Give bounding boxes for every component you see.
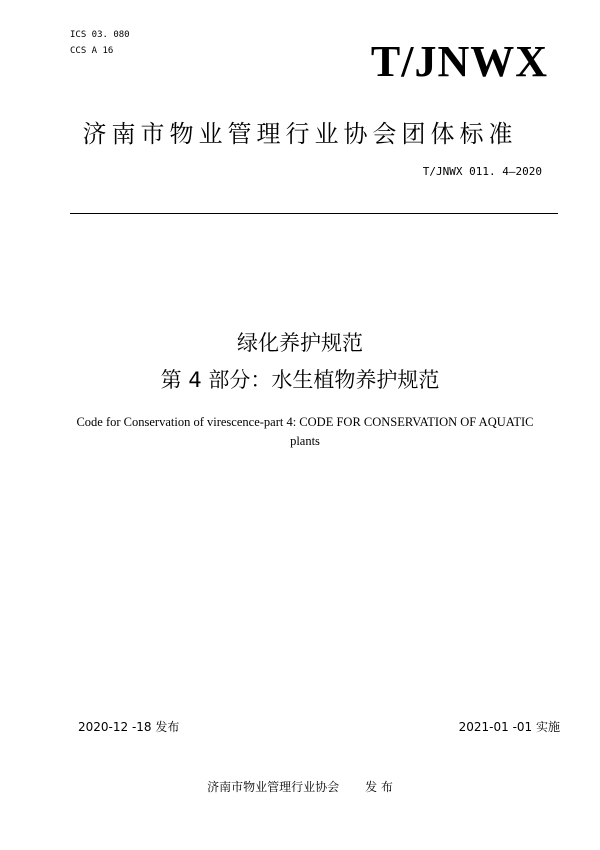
publisher-name: 济南市物业管理行业协会: [207, 780, 340, 794]
document-title: 绿化养护规范: [237, 331, 363, 355]
implementation-date: 2021-01 -01 实施: [458, 720, 560, 734]
publisher-line: [0, 778, 600, 795]
header-divider: [70, 213, 558, 214]
organization-title: 济南市物业管理行业协会团体标准: [82, 120, 518, 148]
document-subtitle: 第 4 部分：水生植物养护规范: [160, 368, 440, 392]
issue-date: 2020-12 -18 发布: [78, 720, 180, 734]
standard-code-mark: T/JNWX: [370, 37, 548, 86]
english-title: Code for Conservation of virescence-part 4: CODE FOR CONSERVATION OF AQUATIC plants: [76, 415, 534, 448]
standard-number: T/JNWX 011. 4—2020: [422, 165, 542, 178]
publish-label: 发 布: [365, 780, 393, 794]
ics-code: ICS 03. 080: [70, 30, 130, 40]
ccs-code: CCS A 16: [70, 46, 114, 56]
